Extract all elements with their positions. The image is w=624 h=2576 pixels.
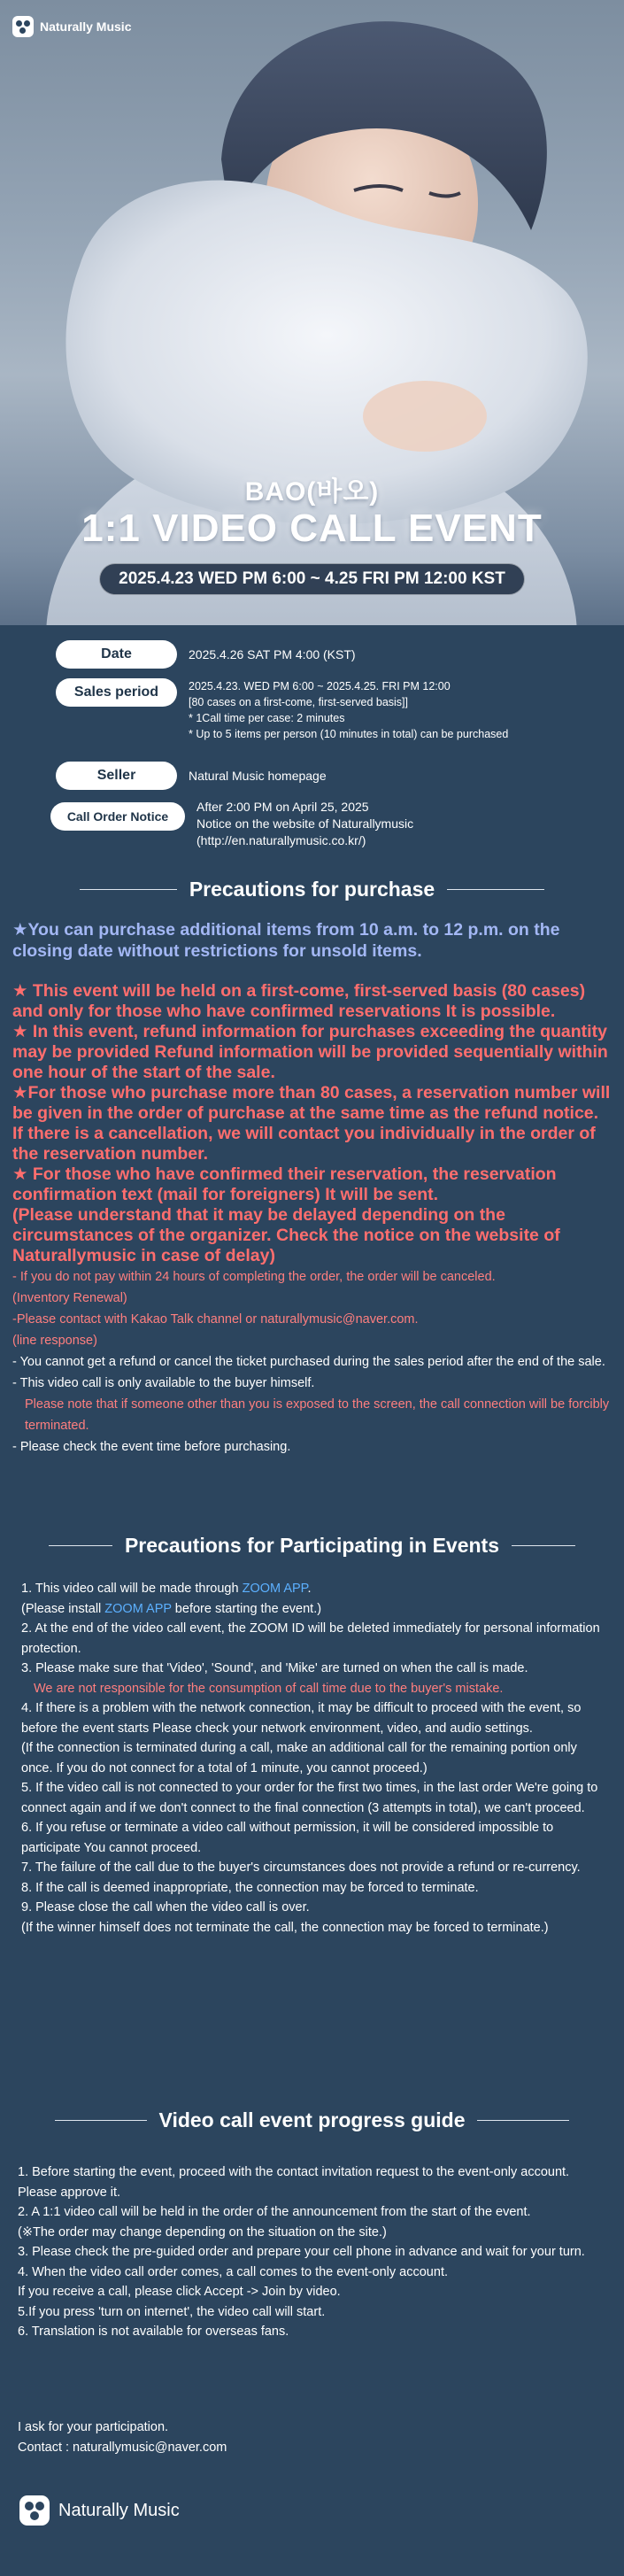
brand-name: Naturally Music xyxy=(40,19,132,34)
unsold-items-notice: ★You can purchase additional items from 10 a.m. to 12 p.m. on the closing date without restrictions for unsold items. xyxy=(12,920,560,961)
notice-confirmation-text: ★ For those who have confirmed their reservation, the reservation confirmation text (mail for foreigners) It will be sent. xyxy=(12,1164,557,1204)
info-label-seller: Seller xyxy=(56,762,177,790)
info-value-seller: Natural Music homepage xyxy=(189,769,327,783)
info-label-call-order-notice: Call Order Notice xyxy=(50,802,185,831)
notice-first-come: ★ This event will be held on a first-come, first-served basis (80 cases) and only for those who have confirmed reservations It is possible. xyxy=(12,981,586,1021)
brand-logo-icon xyxy=(12,16,34,37)
brand-footer xyxy=(19,2495,180,2526)
event-title: 1:1 VIDEO CALL EVENT xyxy=(81,507,543,550)
notice-delay: (Please understand that it may be delayed depending on the circumstances of the organizer. Check the notice on the website of Naturallymusic in case of delay) xyxy=(12,1205,560,1265)
closing-text: I ask for your participation. Contact : naturallymusic@naver.com xyxy=(18,2420,227,2455)
info-value-sales-period: 2025.4.23. WED PM 6:00 ~ 2025.4.25. FRI PM 12:00 [80 cases on a first-come, first-served basis]] * 1Call time per case: 2 minutes * Up to 5 items per person (10 minutes in total) can be purchased xyxy=(189,680,509,740)
hero-banner xyxy=(0,0,624,625)
zoom-app-highlight: ZOOM APP xyxy=(104,1601,172,1616)
brand-name-footer: Naturally Music xyxy=(58,2500,180,2520)
brand-logo-icon xyxy=(19,2495,50,2526)
info-value-date: 2025.4.26 SAT PM 4:00 (KST) xyxy=(189,647,356,661)
notice-reservation-number: ★For those who purchase more than 80 cases, a reservation number will be given in the order of purchase at the same time as the refund notice. If there is a cancellation, we will contact you individually in the order of the reservation number. xyxy=(12,1083,611,1164)
event-date-range: 2025.4.23 WED PM 6:00 ~ 4.25 FRI PM 12:00 KST xyxy=(99,563,525,595)
zoom-app-highlight: ZOOM APP xyxy=(242,1582,308,1596)
artist-name: BAO(바오) xyxy=(244,477,380,507)
info-value-call-order-notice: After 2:00 PM on April 25, 2025 Notice on the website of Naturallymusic (http://en.naturallymusic.co.kr/) xyxy=(196,800,414,847)
brand-header xyxy=(12,16,131,37)
heading-progress-guide: Video call event progress guide xyxy=(0,2107,624,2133)
info-label-sales-period: Sales period xyxy=(56,678,177,707)
notice-refund-info: ★ In this event, refund information for purchases exceeding the quantity may be provided Refund information will be provided sequentially within one hour of the start of the sale. xyxy=(12,1022,608,1082)
heading-precautions-purchase: Precautions for purchase xyxy=(0,876,624,902)
heading-precautions-participating: Precautions for Participating in Events xyxy=(0,1532,624,1559)
participating-precautions-list: 1. This video call will be made through ZOOM APP. (Please install ZOOM APP before starting the event.) 2. At the end of the video call event, the ZOOM ID will be deleted immediately for personal information protection. 3. Please make sure that 'Video', 'Sound', and 'Mike' are turned on when the call is made. We are not responsible for the consumption of call time due to the buyer's mistake. 4. If there is a problem with the network connection, it may be difficult to proceed with the event, so before the event starts Please check your network environment, video, and audio settings. (If the connection is terminated during a call, make an additional call for the remaining portion only once. If you do not connect for a total of 1 minute, you cannot proceed.) 5. If the video call is not connected to your order for the first two times, in the last order We're going to connect again and if we don't connect to the final connection (3 attempts in total), we can't proceed. 6. If you refuse or terminate a video call without permission, it will be considered impossible to participate You cannot proceed. 7. The failure of the call due to the buyer's circumstances does not provide a refund or re-currency. 8. If the call is deemed inappropriate, the connection may be forced to terminate. 9. Please close the call when the video call is over. (If the winner himself does not terminate the call, the connection may be forced to terminate.) xyxy=(21,1582,600,1935)
info-label-date: Date xyxy=(56,640,177,669)
purchase-precautions-body: ★You can purchase additional items from 10 a.m. to 12 p.m. on the closing date without restrictions for unsold items. ★ This event will be held on a first-come, first-served basis (80 cases) and only for those who have confirmed reservations It is possible. ★ In this event, refund information for purchases exceeding the quantity may be provided Refund information will be provided sequentially within one hour of the start of the sale. ★For those who purchase more than 80 cases, a reservation number will be given in the order of purchase at the same time as the refund notice. If there is a cancellation, we will contact you individually in the order of the reservation number. ★ For those who have confirmed their reservation, the reservation confirmation text (mail for foreigners) It will be sent. (Please understand that it may be delayed depending on the circumstances of the organizer. Check the notice on the website of Naturallymusic in case of delay) - If you do not pay within 24 hours of completing the order, the order will be canceled. (Inventory Renewal) -Please contact with Kakao Talk channel or naturallymusic@naver.com. (line response) - You cannot get a refund or cancel the ticket purchased during the sales period after the end of the sale. - This video call is only available to the buyer himself. Please note that if someone other than you is exposed to the screen, the call connection will be forcibly terminated. - Please check the event time before purchasing. xyxy=(12,919,612,1458)
progress-guide-list: 1. Before starting the event, proceed with the contact invitation request to the event-only account. Please approve it. 2. A 1:1 video call will be held in the order of the announcement from the start of the event. (※The order may change depending on the situation on the site.) 3. Please check the pre-guided order and prepare your cell phone in advance and wait for your turn. 4. When the video call order comes, a call comes to the event-only account. If you receive a call, please click Accept -> Join by video. 5.If you press 'turn on internet', the video call will start. 6. Translation is not available for overseas fans. xyxy=(18,2165,585,2339)
